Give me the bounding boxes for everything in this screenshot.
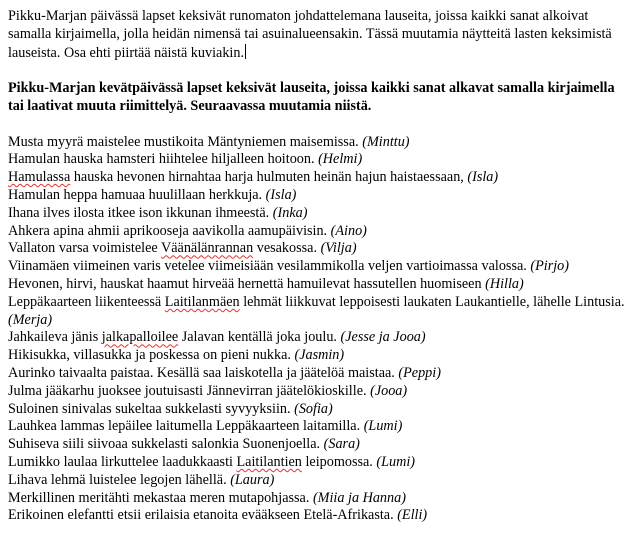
- sentence-text: Jahkaileva jänis: [8, 329, 102, 346]
- sentence-author: (Lumi): [376, 453, 416, 470]
- sentence-line: [8, 294, 632, 330]
- sentence-author: (Isla): [467, 169, 499, 186]
- sentence-text: Hikisukka, villasukka ja poskessa on pieni nukka.: [8, 347, 295, 364]
- sentence-line: [8, 436, 632, 454]
- sentence-line: [8, 365, 632, 383]
- document-body[interactable]: [8, 8, 632, 525]
- sentence-author: (Inka): [272, 204, 308, 221]
- sentence-list: [8, 134, 632, 526]
- sentence-text: Merkillinen meritähti mekastaa meren mutapohjassa.: [8, 489, 313, 506]
- sentence-author: (Isla): [265, 186, 297, 203]
- sentence-line: [8, 347, 632, 365]
- spellcheck-word: jalkapalloilee: [101, 329, 179, 346]
- sentence-line: [8, 187, 632, 205]
- sentence-author: (Peppi): [398, 364, 441, 381]
- sentence-line: [8, 276, 632, 294]
- sentence-text: Hamulan hauska hamsteri hiihtelee hiljalleen hoitoon.: [8, 151, 319, 168]
- spellcheck-word: Hamulassa: [8, 169, 71, 186]
- spellcheck-word: Laitilantien: [236, 453, 302, 470]
- sentence-line: [8, 223, 632, 241]
- sentence-author: (Lumi): [363, 418, 403, 435]
- sentence-line: [8, 490, 632, 508]
- sentence-line: [8, 151, 632, 169]
- sentence-author: (Jooa): [370, 382, 408, 399]
- sentence-text-rest: lehmät liikkuvat leppoisesti laukaten Laukantielle, lähelle Lintusia.: [239, 293, 625, 310]
- sentence-author: (Helmi): [318, 151, 363, 168]
- spellcheck-word: Laitilanmäen: [164, 293, 240, 310]
- sentence-author: (Jesse ja Jooa): [340, 329, 426, 346]
- sentence-line: [8, 418, 632, 436]
- sentence-line: [8, 240, 632, 258]
- sentence-author: (Vilja): [320, 240, 357, 257]
- bold-heading-paragraph: Pikku-Marjan kevätpäivässä lapset keksivät lauseita, joissa kaikki sanat alkavat samalla kirjaimella tai laativat muuta riimittelyä. Seuraavassa muutamia niistä.: [8, 80, 615, 114]
- sentence-text: Lumikko laulaa lirkuttelee laadukkaasti: [8, 453, 237, 470]
- sentence-line: [8, 134, 632, 152]
- sentence-text: Erikoinen elefantti etsii erilaisia etanoita evääkseen Etelä-Afrikasta.: [8, 507, 398, 524]
- text-cursor: [245, 44, 246, 59]
- sentence-author: (Pirjo): [530, 258, 569, 275]
- sentence-text: Vallaton varsa voimistelee: [8, 240, 161, 257]
- sentence-line: [8, 507, 632, 525]
- sentence-author: (Minttu): [362, 133, 410, 150]
- sentence-author: (Merja): [8, 311, 53, 328]
- sentence-text: Musta myyrä maistelee mustikoita Mäntyniemen maisemissa.: [8, 133, 363, 150]
- spellcheck-word: Väänälänrannan: [161, 240, 254, 257]
- sentence-line: [8, 205, 632, 223]
- sentence-author: (Sara): [323, 436, 360, 453]
- sentence-text: Lihava lehmä luistelee legojen lähellä.: [8, 471, 231, 488]
- sentence-text: Lauhkea lammas lepäilee laitumella Leppäkaarteen laitamilla.: [8, 418, 364, 435]
- sentence-text: Ihana ilves ilosta itkee ison ikkunan ihmeestä.: [8, 204, 273, 221]
- sentence-text: Viinamäen viimeinen varis vetelee viimeisiään vesilammikolla veljen vartioimassa valossa.: [8, 258, 531, 275]
- sentence-text-rest: hauska hevonen hirnahtaa harja hulmuten heinän hajun haistaessaan,: [70, 169, 468, 186]
- sentence-author: (Miia ja Hanna): [312, 489, 406, 506]
- sentence-text: Suhiseva siili siivoaa sukkelasti salonkia Suonenjoella.: [8, 436, 324, 453]
- sentence-author: (Laura): [230, 471, 275, 488]
- sentence-author: (Jasmin): [294, 347, 345, 364]
- sentence-text: Hamulan heppa hamuaa huulillaan herkkuja.: [8, 186, 266, 203]
- sentence-text: Leppäkaarteen liikenteessä: [8, 293, 165, 310]
- sentence-text: Ahkera apina ahmii aprikooseja aavikolla aamupäivisin.: [8, 222, 331, 239]
- sentence-line: [8, 401, 632, 419]
- sentence-line: [8, 454, 632, 472]
- sentence-author: (Elli): [397, 507, 428, 524]
- sentence-author: (Hilla): [485, 275, 524, 292]
- sentence-line: [8, 329, 632, 347]
- sentence-text: Julma jääkarhu juoksee joutuisasti Jännevirran jäätelökioskille.: [8, 382, 371, 399]
- intro-paragraph: [8, 8, 632, 62]
- sentence-text: Suloinen sinivalas sukeltaa sukkelasti syvyyksiin.: [8, 400, 295, 417]
- sentence-text: Aurinko taivaalta paistaa. Kesällä saa laiskotella ja jäätelöä maistaa.: [8, 364, 399, 381]
- sentence-text-rest: leipomossa.: [301, 453, 377, 470]
- intro-text: Pikku-Marjan päivässä lapset keksivät runomaton johdattelemana lauseita, joissa kaikki sanat alkoivat samalla kirjaimella, jolla heidän nimensä tai asuinalueensakin. Tässä muutamia näytteitä lasten keksimistä lauseista. Osa ehti piirtää näistä kuviakin.: [8, 8, 612, 61]
- sentence-text: Hevonen, hirvi, hauskat haamut hirveää hernettä hamuilevat hassutellen huomiseen: [8, 275, 486, 292]
- sentence-author: (Aino): [330, 222, 367, 239]
- sentence-text-rest: vesakossa.: [253, 240, 321, 257]
- sentence-line: [8, 169, 632, 187]
- sentence-line: [8, 383, 632, 401]
- sentence-line: [8, 472, 632, 490]
- sentence-text-rest: Jalavan kentällä joka joulu.: [178, 329, 341, 346]
- sentence-author: (Sofia): [294, 400, 333, 417]
- sentence-line: [8, 258, 632, 276]
